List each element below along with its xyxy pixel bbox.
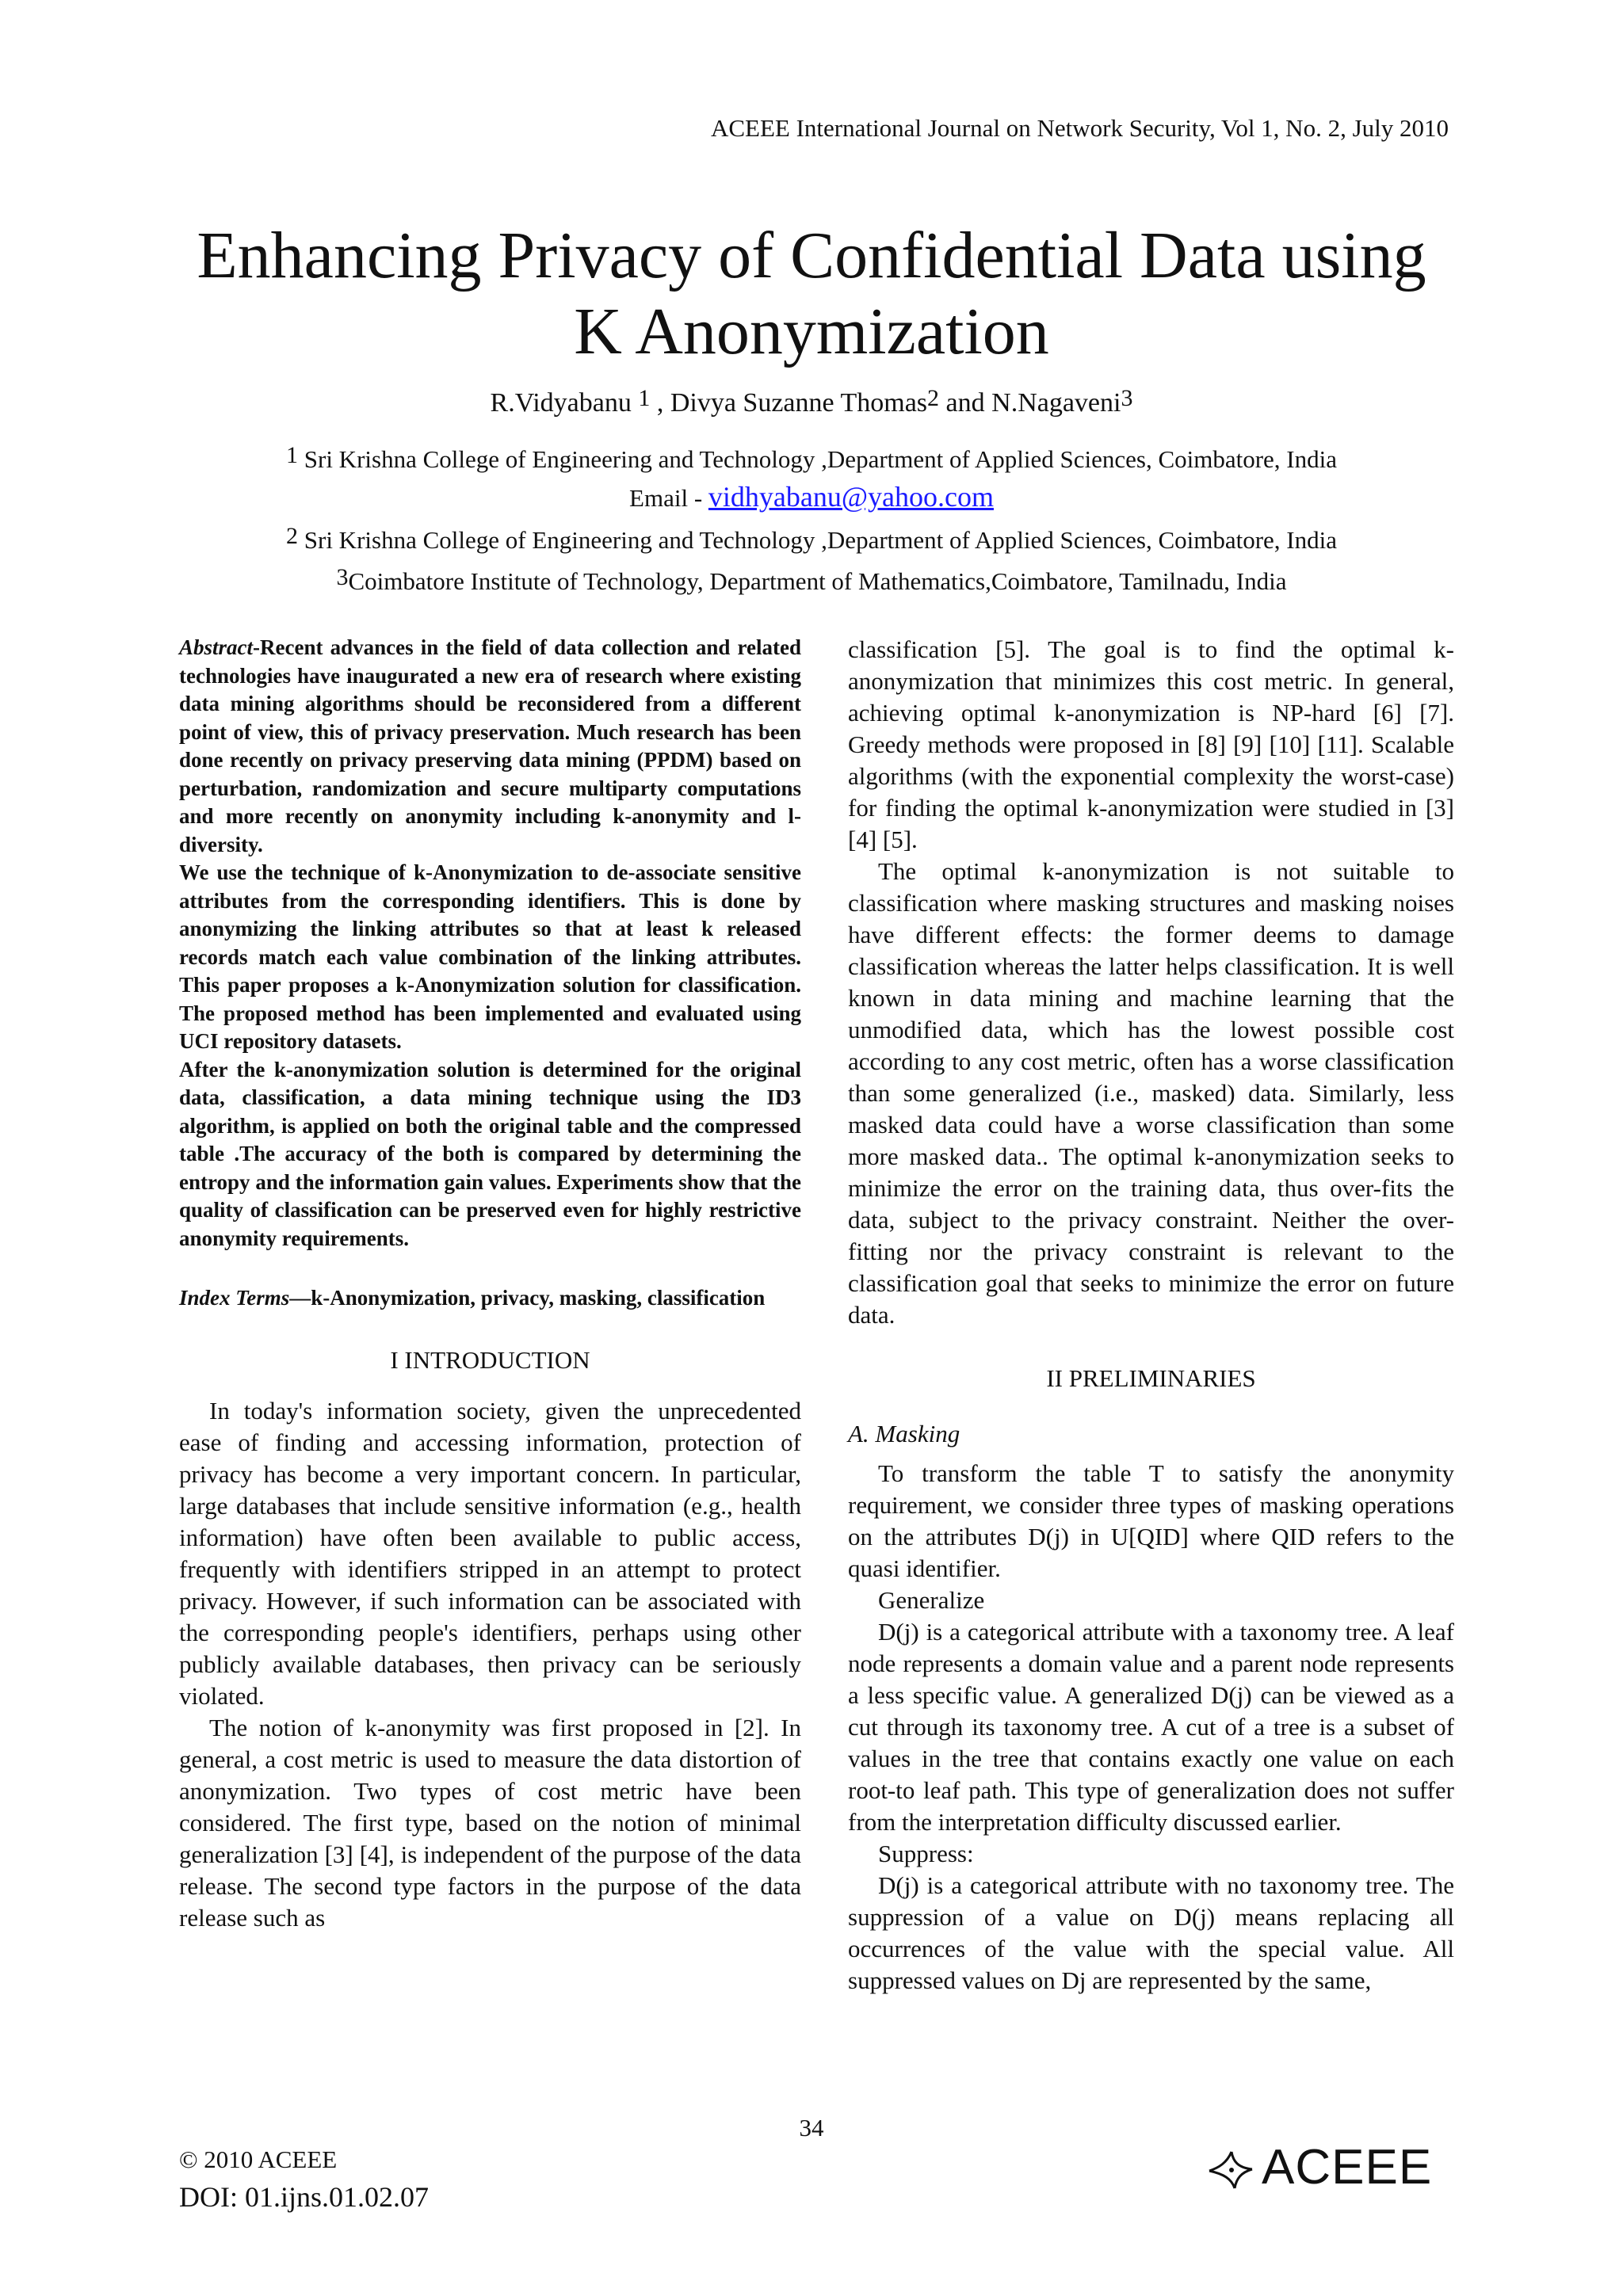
affiliation-1-text: Sri Krishna College of Engineering and Technology ,Department of Applied Sciences, Coimbatore, India	[304, 445, 1337, 473]
generalize-label: Generalize	[878, 1586, 985, 1614]
page-number: 34	[799, 2114, 824, 2142]
affiliation-2-text: Sri Krishna College of Engineering and Technology ,Department of Applied Sciences, Coimbatore, India	[304, 526, 1337, 554]
title-line-1: Enhancing Privacy of Confidential Data using	[197, 219, 1426, 292]
suppress-label: Suppress:	[878, 1840, 974, 1867]
aceee-logo-text: ACEEE	[1262, 2140, 1433, 2195]
affiliation-3-text: Coimbatore Institute of Technology, Department of Mathematics,Coimbatore, Tamilnadu, India	[348, 567, 1287, 595]
abstract-paragraph-3: After the k-anonymization solution is determined for the original data, classification, a data mining technique using the ID3 algorithm, is applied on both the original table and the compressed table .The accuracy of the both is compared by determining the entropy and the information gain values. Experiments show that the quality of classification can be preserved even for highly restrictive anonymity requirements.	[179, 1057, 801, 1250]
left-column	[179, 634, 801, 1934]
affiliation-2	[0, 523, 1623, 555]
right-paragraph-1: classification [5]. The goal is to find the optimal k-anonymization that minimizes this cost metric. In general, achieving optimal k-anonymization is NP-hard [6] [7]. Greedy methods were proposed in [8] [9] [10] [11]. Scalable algorithms (with the exponential complexity the worst-case) for finding the optimal k-anonymization were studied in [3] [4] [5].	[848, 635, 1454, 853]
index-terms-label: Index Terms	[179, 1286, 290, 1310]
affiliation-3	[0, 564, 1623, 596]
email-link[interactable]: vidhyabanu@yahoo.com	[708, 481, 994, 513]
intro-paragraph-2: The notion of k-anonymity was first proposed in [2]. In general, a cost metric is used to measure the data distortion of anonymization. Two types of cost metric have been considered. The first type, based on the notion of minimal generalization [3] [4], is independent of the purpose of the data release. The second type factors in the purpose of the data release such as	[179, 1713, 801, 1932]
subsection-heading-masking: A. Masking	[848, 1420, 960, 1447]
masking-paragraph: To transform the table T to satisfy the anonymity requirement, we consider three types of masking operations on the attributes D(j) in U[QID] where QID refers to the quasi identifier.	[848, 1459, 1454, 1582]
paper-title	[0, 218, 1623, 370]
journal-header: ACEEE International Journal on Network Security, Vol 1, No. 2, July 2010	[710, 114, 1449, 142]
suppress-paragraph: D(j) is a categorical attribute with no taxonomy tree. The suppression of a value on D(j) means replacing all occurrences of the value with the special value. All suppressed values on Dj are represented by the same,	[848, 1871, 1454, 1994]
intro-paragraph-1: In today's information society, given the unprecedented ease of finding and accessing information, protection of privacy has become a very important concern. In particular, large databases that include sensitive information (e.g., health information) have often been available to public access, frequently with identifiers stripped in an attempt to protect privacy. However, if such information can be associated with the corresponding people's identifiers, perhaps using other publicly available databases, then privacy can be seriously violated.	[179, 1396, 801, 1710]
aceee-logo	[1205, 2139, 1432, 2195]
abstract-text-1: -Recent advances in the field of data collection and related technologies have inaugurated a new era of research where existing data mining algorithms should be reconsidered from a different point of view, this of privacy preservation. Much research has been done recently on privacy preserving data mining (PPDM) based on perturbation, randomization and secure multiparty computations and more recently on anonymity including k-anonymity and l-diversity.	[179, 635, 801, 856]
right-column	[848, 634, 1454, 1997]
affiliation-3-mark: 3	[336, 564, 349, 590]
affiliation-1	[0, 442, 1623, 474]
author-2-mark: 2	[927, 385, 940, 411]
section-heading-introduction: I INTRODUCTION	[390, 1345, 590, 1374]
email-label: Email -	[629, 484, 708, 512]
affiliation-1-mark: 1	[286, 442, 298, 468]
author-1-mark: 1	[638, 385, 651, 411]
email-line	[0, 480, 1623, 513]
author-1: R.Vidyabanu	[490, 388, 632, 418]
aceee-swirl-icon	[1205, 2144, 1262, 2191]
author-list	[0, 385, 1623, 418]
index-terms	[179, 1284, 801, 1313]
doi: DOI: 01.ijns.01.02.07	[179, 2181, 429, 2213]
author-3: and N.Nagaveni	[945, 388, 1121, 418]
author-3-mark: 3	[1121, 385, 1133, 411]
affiliation-2-mark: 2	[286, 523, 298, 549]
abstract	[179, 634, 801, 1253]
title-line-2: K Anonymization	[574, 295, 1049, 368]
index-terms-text: —k-Anonymization, privacy, masking, classification	[289, 1286, 766, 1310]
abstract-paragraph-2: We use the technique of k-Anonymization to de-associate sensitive attributes from the corresponding identifiers. This is done by anonymizing the linking attributes so that at least k released records match each value combination of the linking attributes. This paper proposes a k-Anonymization solution for classification. The proposed method has been implemented and evaluated using UCI repository datasets.	[179, 860, 801, 1053]
copyright: © 2010 ACEEE	[179, 2145, 338, 2173]
author-2: , Divya Suzanne Thomas	[656, 388, 928, 418]
generalize-paragraph: D(j) is a categorical attribute with a taxonomy tree. A leaf node represents a domain value and a parent node represents a less specific value. A generalized D(j) can be viewed as a cut through its taxonomy tree. A cut of a tree is a subset of values in the tree that contains exactly one value on each root-to leaf path. This type of generalization does not suffer from the interpretation difficulty discussed earlier.	[848, 1618, 1454, 1836]
abstract-paragraph-1	[179, 634, 801, 859]
section-heading-preliminaries: II PRELIMINARIES	[1046, 1364, 1256, 1392]
right-paragraph-2: The optimal k-anonymization is not suitable to classification where masking structures and masking noises have different effects: the former deems to damage classification whereas the latter helps classification. It is well known in data mining and machine learning that the unmodified data, which has the lowest possible cost according to any cost metric, often has a worse classification than some generalized (i.e., masked) data. Similarly, less masked data could have a worse classification than some more masked data.. The optimal k-anonymization seeks to minimize the error on the training data, thus over-fits the data, subject to the privacy constraint. Neither the over-fitting nor the privacy constraint is relevant to the classification goal that seeks to minimize the error on future data.	[848, 857, 1454, 1329]
abstract-label: Abstract	[179, 635, 254, 659]
